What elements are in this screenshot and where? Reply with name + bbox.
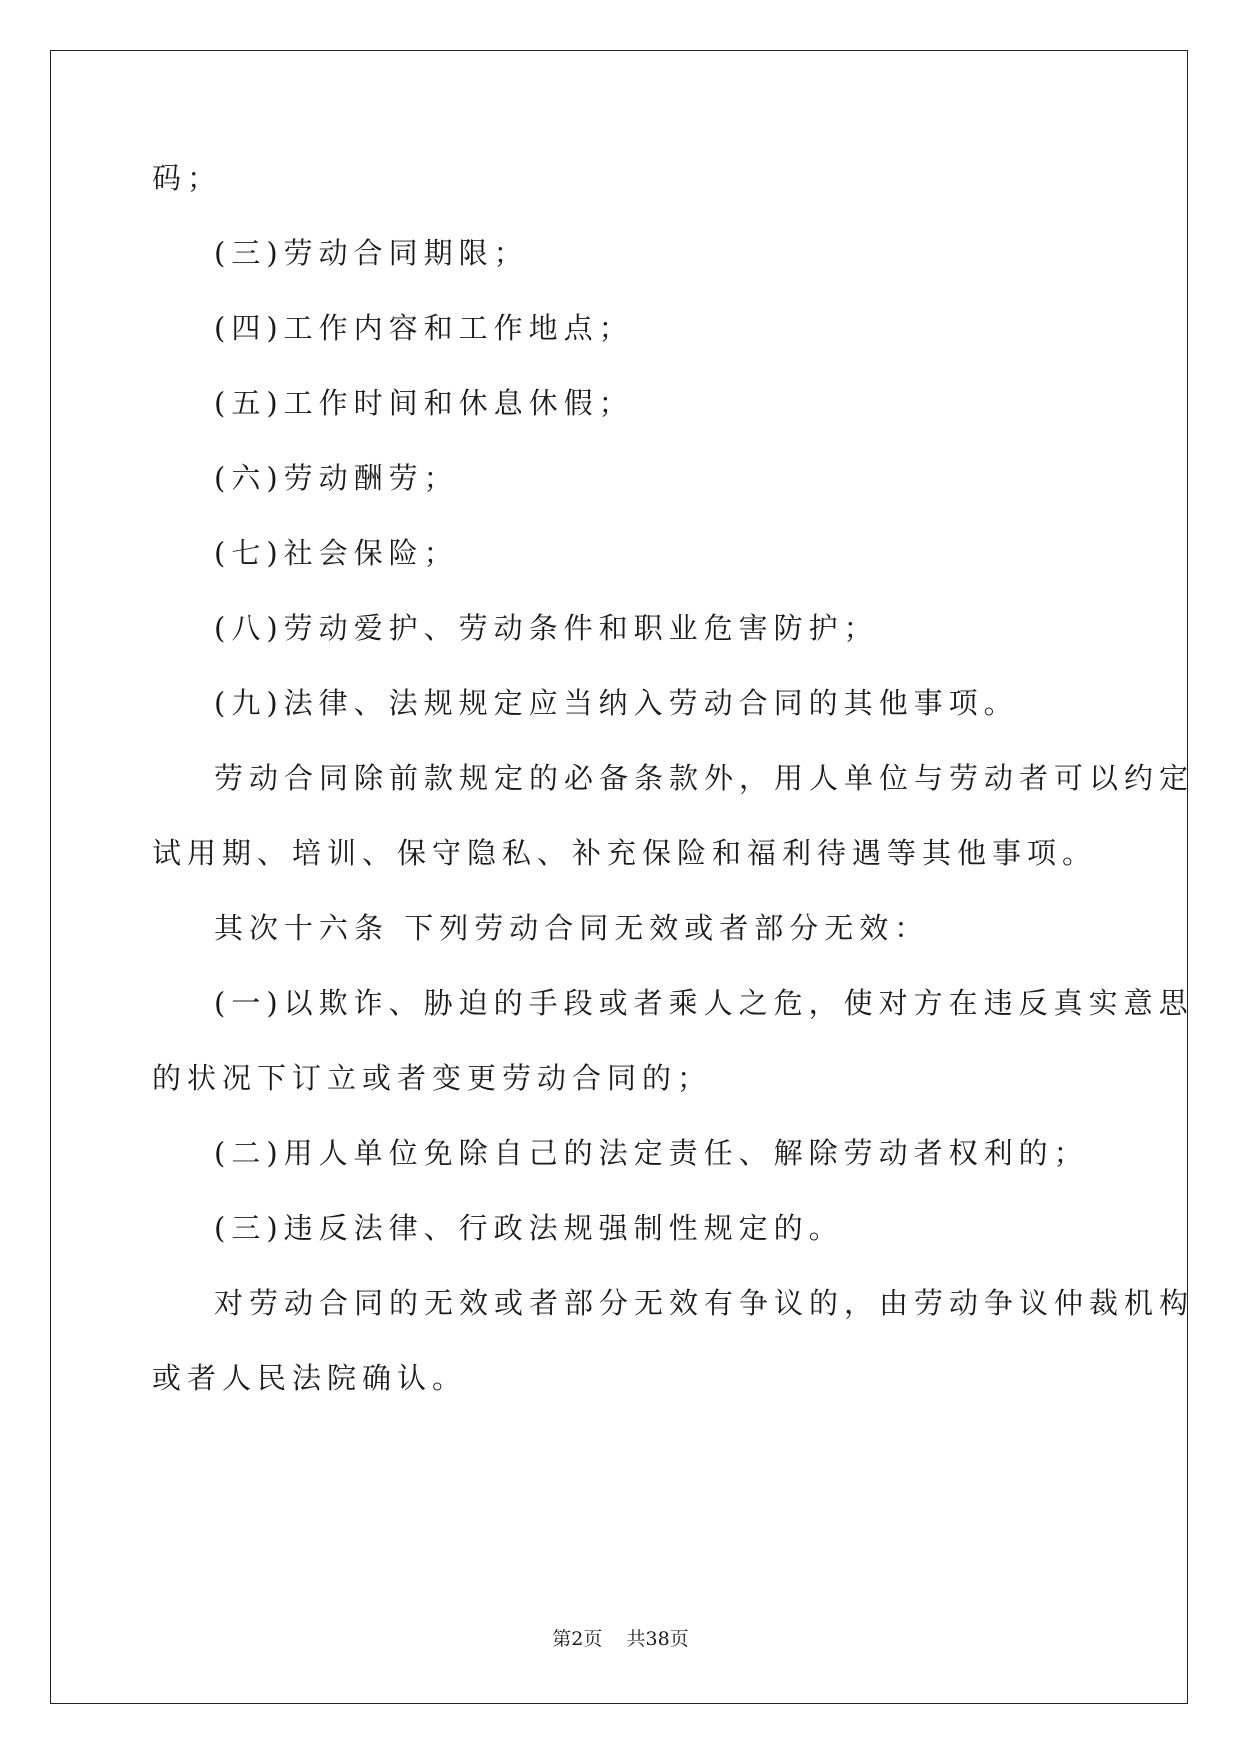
text-line: (三)违反法律、行政法规强制性规定的。	[214, 1211, 844, 1245]
text-line: (二)用人单位免除自己的法定责任、解除劳动者权利的；	[214, 1136, 1089, 1170]
text-line: 劳动合同除前款规定的必备条款外，用人单位与劳动者可以约定	[214, 761, 1195, 795]
text-line: 试用期、培训、保守隐私、补充保险和福利待遇等其他事项。	[152, 836, 1098, 870]
text-line: (三)劳动合同期限；	[214, 236, 529, 270]
text-line: (七)社会保险；	[214, 536, 459, 570]
text-line: (五)工作时间和休息休假；	[214, 386, 634, 420]
text-line: (四)工作内容和工作地点；	[214, 311, 634, 345]
text-line: 码；	[152, 161, 223, 195]
text-line: (九)法律、法规规定应当纳入劳动合同的其他事项。	[214, 686, 1019, 720]
page-total: 共38页	[626, 1628, 689, 1650]
page-number: 第2页	[552, 1628, 603, 1650]
text-line: (一)以欺诈、胁迫的手段或者乘人之危，使对方在违反真实意思	[214, 986, 1194, 1020]
text-line: (八)劳动爱护、劳动条件和职业危害防护；	[214, 611, 879, 645]
page-footer	[0, 1624, 1241, 1651]
text-line: 的状况下订立或者变更劳动合同的；	[152, 1061, 713, 1095]
text-line: 或者人民法院确认。	[152, 1361, 468, 1395]
text-line: (六)劳动酬劳；	[214, 461, 459, 495]
text-line: 对劳动合同的无效或者部分无效有争议的，由劳动争议仲裁机构	[214, 1286, 1195, 1320]
page-border	[50, 50, 1195, 1704]
text-line: 其次十六条 下列劳动合同无效或者部分无效：	[214, 911, 930, 945]
